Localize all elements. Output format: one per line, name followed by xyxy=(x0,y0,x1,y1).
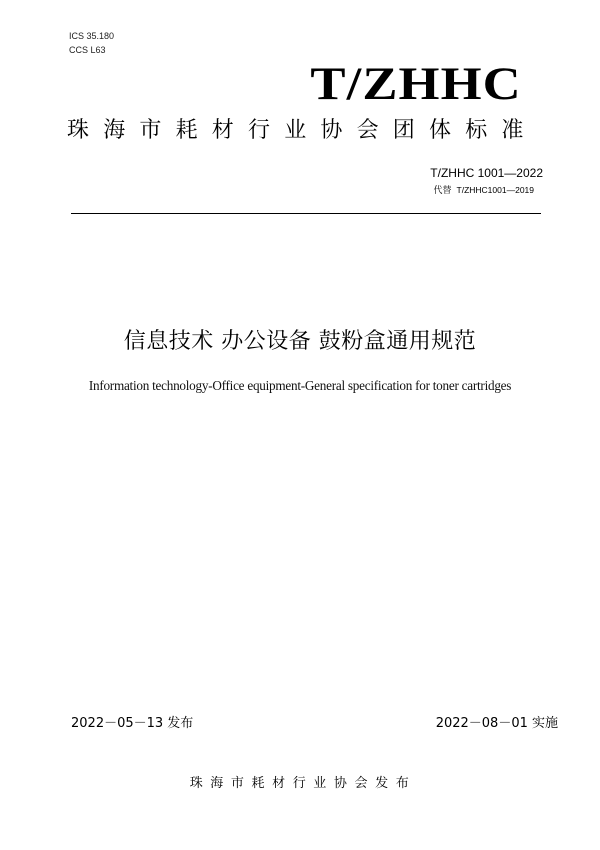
ccs-code: CCS L63 xyxy=(69,45,106,55)
issue-date: 2022－05－13 发布 xyxy=(71,716,194,731)
implementation-date: 2022－08－01 实施 xyxy=(435,716,558,731)
standard-number: T/ZHHC 1001—2022 xyxy=(430,166,543,180)
standard-logo: T/ZHHC xyxy=(310,58,522,110)
classification-codes xyxy=(69,29,114,57)
issuing-organization: 珠海市耗材行业协会发布 xyxy=(189,776,417,791)
header-divider xyxy=(71,213,541,214)
ics-code: ICS 35.180 xyxy=(69,31,115,41)
document-title-chinese: 信息技术 办公设备 鼓粉盒通用规范 xyxy=(123,329,477,354)
document-title-english: Information technology-Office equipment-General specification for toner cartridges xyxy=(88,378,512,393)
replaces-label: 代替 xyxy=(433,186,452,196)
organization-standard-heading: 珠海市耗材行业协会团体标准 xyxy=(67,118,538,143)
replaces-number: T/ZHHC1001—2019 xyxy=(456,185,534,195)
replaces-standard xyxy=(434,184,535,197)
